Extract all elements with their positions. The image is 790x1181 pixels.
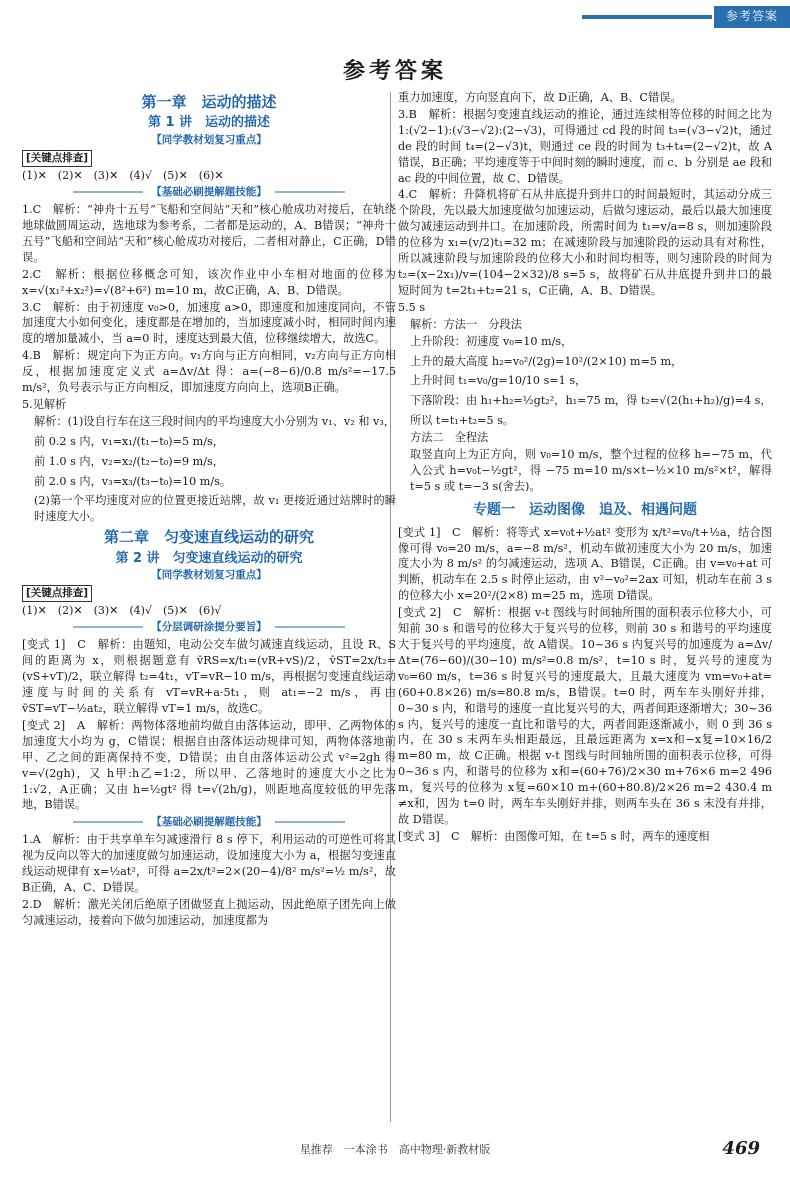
band-heading-3: 【基础必刷提解题技能】 [22, 815, 396, 830]
key-check-label-2: [关键点排查] [22, 585, 92, 602]
answer-5: 5.见解析 [22, 397, 67, 411]
answer-5-eq-3: 前 2.0 s 内，v₃=x₃/(t₃−t₀)=10 m/s。 [34, 474, 232, 488]
question-4: 4.C 解析：升降机将矿石从井底提升到井口的时间最短时，其运动分成三个阶段，先以最大加速度做匀加速运动，后做匀速运动，最后以最大加速度做匀减速运动到井口。在加速阶段，所需时间为 t₁=v/a=8 s，则加速阶段的位移为 x₁=(v/2)t₁=32 m；在减速阶段与加速阶段的运动具有对称性，所以减速阶段与加速阶段的位移大小和时间均相等，则匀速阶段的时间为 t₂=(x−2x₁)/v=(104−2×32)/8 s=5 s，故将矿石从井底提升到井口的最短时间为 t=2t₁+t₂=21 s，C正确，A、B、D错误。 [398, 188, 772, 297]
right-column [398, 90, 772, 1130]
answer-1: 1.C 解析：“神舟十五号”飞船和空间站“天和”核心舱成功对接后，在轨绕地球做圆周运动，选地球为参考系，二者都是运动的，A、B错误；“神舟十五号”飞船和空间站“天和”核心舱成功对接后，二者相对静止，C正确，D错误。 [22, 203, 396, 264]
question-5-up: 上升阶段：初速度 v₀=10 m/s， [410, 334, 573, 348]
answer-5-eq-1: 前 0.2 s 内，v₁=x₁/(t₁−t₀)=5 m/s， [34, 434, 224, 448]
question-5-fall: 下落阶段：由 h₁+h₂=½gt₂²，h₁=75 m，得 t₂=√(2(h₁+h₂)/g)=4 s， [410, 394, 772, 408]
answer-3: 3.C 解析：由于初速度 v₀>0，加速度 a>0，即速度和加速度同向，不管加速度大小如何变化，速度都是在增加的，当加速度减小时，相同时间内速度的增加量减小，当 a=0 时，速度达到最大值，位移继续增大，故选C。 [22, 300, 396, 346]
question-5-whole: 取竖直向上为正方向，则 v₀=10 m/s，整个过程的位移 h=−75 m，代入公式 h=v₀t−½gt²，得 −75 m=10 m/s×t−½×10 m/s²×t²，解得 t=5 s 或 t=−3 s(舍去)。 [410, 448, 772, 493]
lecture-2-title: 第 2 讲 匀变速直线运动的研究 [115, 550, 303, 566]
answer-4: 4.B 解析：规定向下为正方向。v₁方向与正方向相同，v₂方向与正方向相反，根据加速度定义式 a=Δv/Δt 得：a=(−8−6)/0.8 m/s²=−17.5 m/s²，负号表示与正方向相反，即加速度方向向上，选项B正确。 [22, 349, 396, 395]
page-title: 参考答案 [342, 59, 447, 84]
section-heading-2: 【同学教材划复习重点】 [151, 569, 267, 582]
key-answers-1: (1)✕ (2)✕ (3)✕ (4)√ (5)✕ (6)✕ [22, 168, 224, 182]
topic-variant-3: [变式 3] C 解析：由图像可知，在 t=5 s 时，两车的速度相 [398, 829, 710, 843]
question-2: 2.D 解析：激光关闭后绝原子团做竖直上抛运动，因此绝原子团先向上做匀减速运动，接着向下做匀加速运动，加速度都为 [22, 897, 396, 927]
answer-5-eq-2: 前 1.0 s 内，v₂=x₂/(t₂−t₀)=9 m/s， [34, 454, 224, 468]
question-3: 3.B 解析：根据匀变速直线运动的推论，通过连续相等位移的时间之比为 1:(√2−1):(√3−√2):(2−√3)，可得通过 cd 段的时间 t₃=(√3−√2)t，通过 de 段的时间 t₄=(2−√3)t，则通过 ce 段的时间为 t₃+t₄=(2−√2)t，故 A错误，B正确；平均速度等于中间时刻的瞬时速度，而 c、b 分别是 ae 段和 ac 段的中间位置，故 C、D错误。 [398, 107, 772, 185]
question-5-time-up: 上升时间 t₁=v₀/g=10/10 s=1 s， [410, 374, 587, 388]
band-heading-2: 【分层调研涂提分要旨】 [22, 620, 396, 635]
answer-2: 2.C 解析：根据位移概念可知，该次作业中小车相对地面的位移为 x=√(x₁²+x₂²)=√(8²+6²) m=10 m，故C正确，A、B、D错误。 [22, 267, 396, 297]
question-1: 1.A 解析：由于共享单车匀减速滑行 8 s 停下，利用运动的可逆性可将其视为反向以等大的加速度做匀加速运动，设加速度大小为 a，根据匀变速直线运动规律有 x=½at²，可得 a=2x/t²=2×(20−4)/8² m/s²=½ m/s²，故 B正确，A、C、D错误。 [22, 833, 396, 894]
question-2-cont: 重力加速度，方向竖直向下，故 D正确，A、B、C错误。 [398, 91, 682, 104]
page-number: 469 [722, 1138, 760, 1159]
question-5: 5.5 s [398, 300, 426, 314]
topic-variant-1: [变式 1] C 解析：将等式 x=v₀t+½at² 变形为 x/t²=v₀/t+½a，结合图像可得 v₀=20 m/s，a=−8 m/s²，机动车做初速度大小为 20 m/s，加速度大小为 8 m/s² 的匀减速运动，选项 A、B错误，C正确。由 v=v₀+at 可判断，机动车在 2.5 s 时停止运动，由 v²−v₀²=2ax 可知，机动车在前 3 s 的位移大小 x=20²/(2×8) m=25 m，选项 D错误。 [398, 525, 772, 603]
chapter-1-title: 第一章 运动的描述 [141, 93, 277, 111]
topic-variant-2: [变式 2] C 解析：根据 v-t 图线与时间轴所围的面积表示位移大小，可知前 30 s 和谐号的位移大于复兴号的位移，则前 30 s 和谐号的平均速度大于复兴号的平均速度，故 A错误。10~36 s 内复兴号的加速度为 a=Δv/Δt=(76−60)/(30−10) m/s²=0.8 m/s²，t=10 s 时，复兴号的速度为 v₀=60 m/s，t=36 s 时复兴号的速度最大，且最大速度为 vm=v₀+at=(60+0.8×26) m/s=80.8 m/s，B错误。t=0 时，两车车头刚好并排，0~30 s 内，和谐号的速度一直比复兴号的大，两者间距逐渐增大；30~36 s 内，复兴号的速度一直比和谐号的大，两者间距逐渐减小，则 0 到 36 s 内，在 30 s 末两车头相距最远，且最远距离为 x=x和−x复=10×16/2 m=80 m，故 C正确。根据 v-t 图线与时间轴所围的面积表示位移，可得 0~36 s 内，和谐号的位移为 x和=(60+76)/2×30 m+76×6 m=2 496 m，复兴号的位移为 x复=60×10 m+(60+80.8)/2×26 m=2 430.4 m ≠x和，因为 t=0 时，两车车头刚好并排，则两车头在 36 s 末没有并排，故 D错误。 [398, 606, 772, 826]
question-5-method-1: 解析：方法一 分段法 [410, 317, 522, 331]
variant-1: [变式 1] C 解析：由题知，电动公交车做匀减速直线运动，且设 R、S 间的距离为 x，则根据题意有 v̄RS=x/t₁=(vR+vS)/2，v̄ST=2x/t₂=(vS+vT)/2，联立解得 t₂=4t₁，vT=vR−10 m/s，再根据匀变速直线运动速度与时间的关系有 vT=vR+a·5t₁，则 at₁=−2 m/s，再由 v̄ST=vT−½at₂，联立解得 vT=1 m/s，故选C。 [22, 638, 396, 715]
answer-5-explain: 解析：(1)设自行车在这三段时间内的平均速度大小分别为 v₁、v₂ 和 v₃， [34, 414, 395, 428]
header-tag-bar [560, 6, 790, 28]
question-5-method-2: 方法二 全程法 [410, 431, 489, 445]
header-stripe [582, 15, 712, 19]
topic-1-title: 专题一 运动图像 追及、相遇问题 [473, 501, 697, 518]
section-heading: 【同学教材划复习重点】 [151, 133, 267, 146]
lecture-1-title: 第 1 讲 运动的描述 [147, 115, 271, 131]
key-check-label: [关键点排查] [22, 150, 92, 167]
header-tag: 参考答案 [714, 6, 790, 27]
chapter-2-title: 第二章 匀变速直线运动的研究 [103, 528, 314, 547]
answer-5-part-2: (2)第一个平均速度对应的位置更接近站牌，故 v₁ 更接近通过站牌时的瞬时速度大小。 [34, 494, 396, 524]
key-answers-2: (1)✕ (2)✕ (3)✕ (4)√ (5)✕ (6)√ [22, 603, 222, 617]
question-5-height: 上升的最大高度 h₂=v₀²/(2g)=10²/(2×10) m=5 m， [410, 354, 683, 368]
left-column [22, 90, 396, 1130]
question-5-total: 所以 t=t₁+t₂=5 s。 [410, 414, 515, 428]
footer-text: 星推荐 一本涂书 高中物理·新教材版 [299, 1143, 491, 1156]
band-heading-1: 【基础必刷提解题技能】 [22, 185, 396, 200]
variant-2: [变式 2] A 解析：两物体落地前均做自由落体运动，即甲、乙两物体的加速度大小均为 g，C错误；根据自由落体运动规律可知，两物体落地前甲、乙之间的距离保持不变，D错误；由自由落体运动公式 v²=2gh 得 v=√(2gh)，又 h甲:h乙=1:2，所以甲、乙落地时的速度大小之比为 1:√2，A正确；又由 h=½gt² 得 t=√(2h/g)，则距地高度较低的甲先落地，B错误。 [22, 718, 396, 812]
